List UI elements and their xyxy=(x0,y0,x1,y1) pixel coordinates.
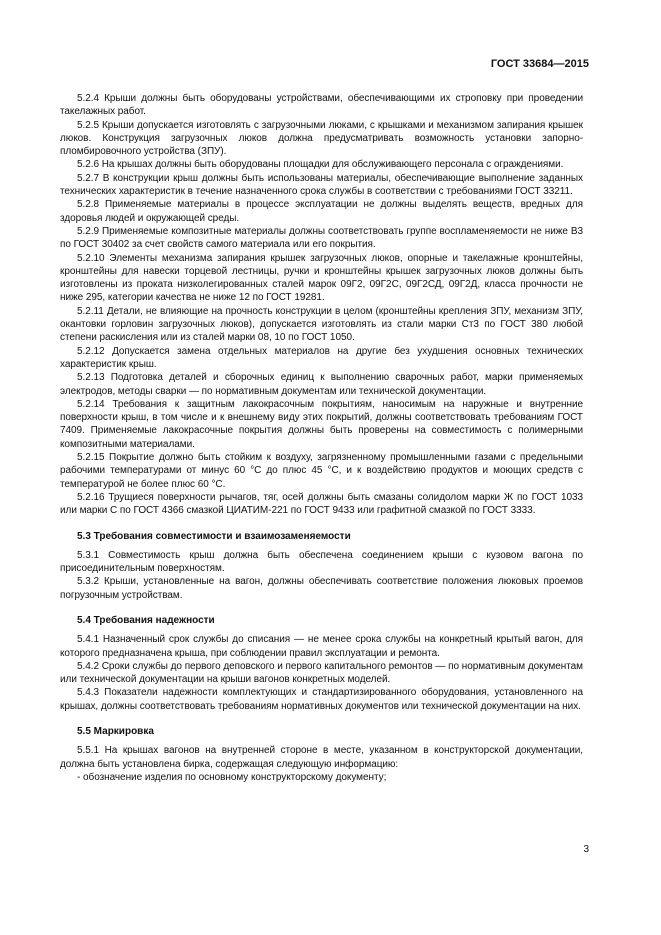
paragraph-5-2-12: 5.2.12 Допускается замена отдельных материалов на другие без ухудшения основных технических характеристик крыш. xyxy=(60,345,583,370)
paragraph-5-4-3: 5.4.3 Показатели надежности комплектующих и стандартизированного оборудования, установленного на крышах, должны соответствовать требованиям нормативных документов или технической документации на них. xyxy=(60,687,583,712)
paragraph-5-2-7: 5.2.7 В конструкции крыш должны быть использованы материалы, обеспечивающие выполнение заданных технических характеристик в течение назначенного срока службы в соответствии с требованиями ГОСТ 33211. xyxy=(60,172,583,198)
section-title-5-3: 5.3 Требования совместимости и взаимозаменяемости xyxy=(77,530,351,542)
paragraph-5-2-8: 5.2.8 Применяемые материалы в процессе эксплуатации не должны выделять веществ, вредных для здоровья людей и окружающей среды. xyxy=(60,199,583,224)
page-number: 3 xyxy=(583,844,589,855)
paragraph-5-3-1: 5.3.1 Совместимость крыш должна быть обеспечена соединением крыши с кузовом вагона по присоединительным поверхностям. xyxy=(60,549,583,575)
section-title-5-5: 5.5 Маркировка xyxy=(77,726,154,738)
paragraph-5-4-1: 5.4.1 Назначенный срок службы до списания — не менее срока службы на конкретный крытый вагон, для которого предназначена крыша, при соблюдении правил эксплуатации и ремонта. xyxy=(60,634,583,659)
paragraph-5-2-13: 5.2.13 Подготовка деталей и сборочных единиц к выполнению сварочных работ, марки применяемых электродов, методы сварки — по нормативным документам или технической документации. xyxy=(60,372,583,397)
paragraph-5-5-1: 5.5.1 На крышах вагонов на внутренней стороне в месте, указанном в конструкторской документации, должна быть установлена бирка, содержащая следующую информацию: xyxy=(60,745,583,770)
paragraph-5-2-15: 5.2.15 Покрытие должно быть стойким к воздуху, загрязненному промышленными газами с предельными рабочими температурами от минус 60 °С до плюс 45 °С, и к воздействию продуктов и моющих средств с температурой не более плюс 60 °С. xyxy=(60,452,583,490)
paragraph-5-2-4: 5.2.4 Крыши должны быть оборудованы устройствами, обеспечивающими их строповку при проведении такелажных работ. xyxy=(60,93,583,118)
paragraph-5-2-5: 5.2.5 Крыши допускается изготовлять с загрузочными люками, с крышками и механизмом запирания крышек люков. Конструкция загрузочных люков должна предусматривать возможность установки запорно-пломбировочного устройства (ЗПУ). xyxy=(60,119,583,158)
paragraph-5-2-11: 5.2.11 Детали, не влияющие на прочность конструкции в целом (кронштейны крепления ЗПУ, механизм ЗПУ, окантовки горловин загрузочных люков), допускается изготовлять из стали марки Ст3 по ГОСТ 380 любой степени раскисления или из сталей марки 08, 10 по ГОСТ 1050. xyxy=(60,305,583,344)
document-header-id: ГОСТ 33684—2015 xyxy=(490,58,589,70)
list-item-designation: - обозначение изделия по основному конструкторскому документу; xyxy=(77,771,387,783)
paragraph-5-2-10: 5.2.10 Элементы механизма запирания крышек загрузочных люков, опорные и такелажные кронштейны, кронштейны для навески торцевой лестницы, ручки и кронштейны крышек загрузочных люков должны быть изготовлены из проката низколегированных сталей марок 09Г2, 09Г2С, 09Г2СД, 09Г2Д, класса прочности не ниже 295, категории качества не ниже 12 по ГОСТ 19281. xyxy=(60,252,583,304)
paragraph-5-2-16: 5.2.16 Трущиеся поверхности рычагов, тяг, осей должны быть смазаны солидолом марки Ж по ГОСТ 1033 или марки С по ГОСТ 4366 смазкой ЦИАТИМ-221 по ГОСТ 9433 или графитной смазкой по ГОСТ 3333. xyxy=(60,491,583,517)
paragraph-5-2-9: 5.2.9 Применяемые композитные материалы должны соответствовать группе воспламеняемости не ниже В3 по ГОСТ 30402 за счет свойств самого материала или его покрытия. xyxy=(60,225,583,251)
paragraph-5-4-2: 5.4.2 Сроки службы до первого деповского и первого капитального ремонтов — по нормативным документам или технической документации на крыши вагонов конкретных моделей. xyxy=(60,660,583,686)
section-title-5-4: 5.4 Требования надежности xyxy=(77,614,215,626)
paragraph-5-2-6: 5.2.6 На крышах должны быть оборудованы площадки для обслуживающего персонала с ограждениями. xyxy=(77,159,564,171)
paragraph-5-2-14: 5.2.14 Требования к защитным лакокрасочным покрытиям, наносимым на наружные и внутренние поверхности крыш, в том числе и к внешнему виду этих покрытий, должны соответствовать требованиям ГОСТ 7409. Применяемые лакокрасочные покрытия должны быть проверены на совместимость с полимерными композитными материалами. xyxy=(60,398,583,450)
document-body xyxy=(60,92,583,784)
paragraph-5-3-2: 5.3.2 Крыши, установленные на вагон, должны обеспечивать соответствие положения люковых проемов погрузочным устройствам. xyxy=(60,576,583,601)
